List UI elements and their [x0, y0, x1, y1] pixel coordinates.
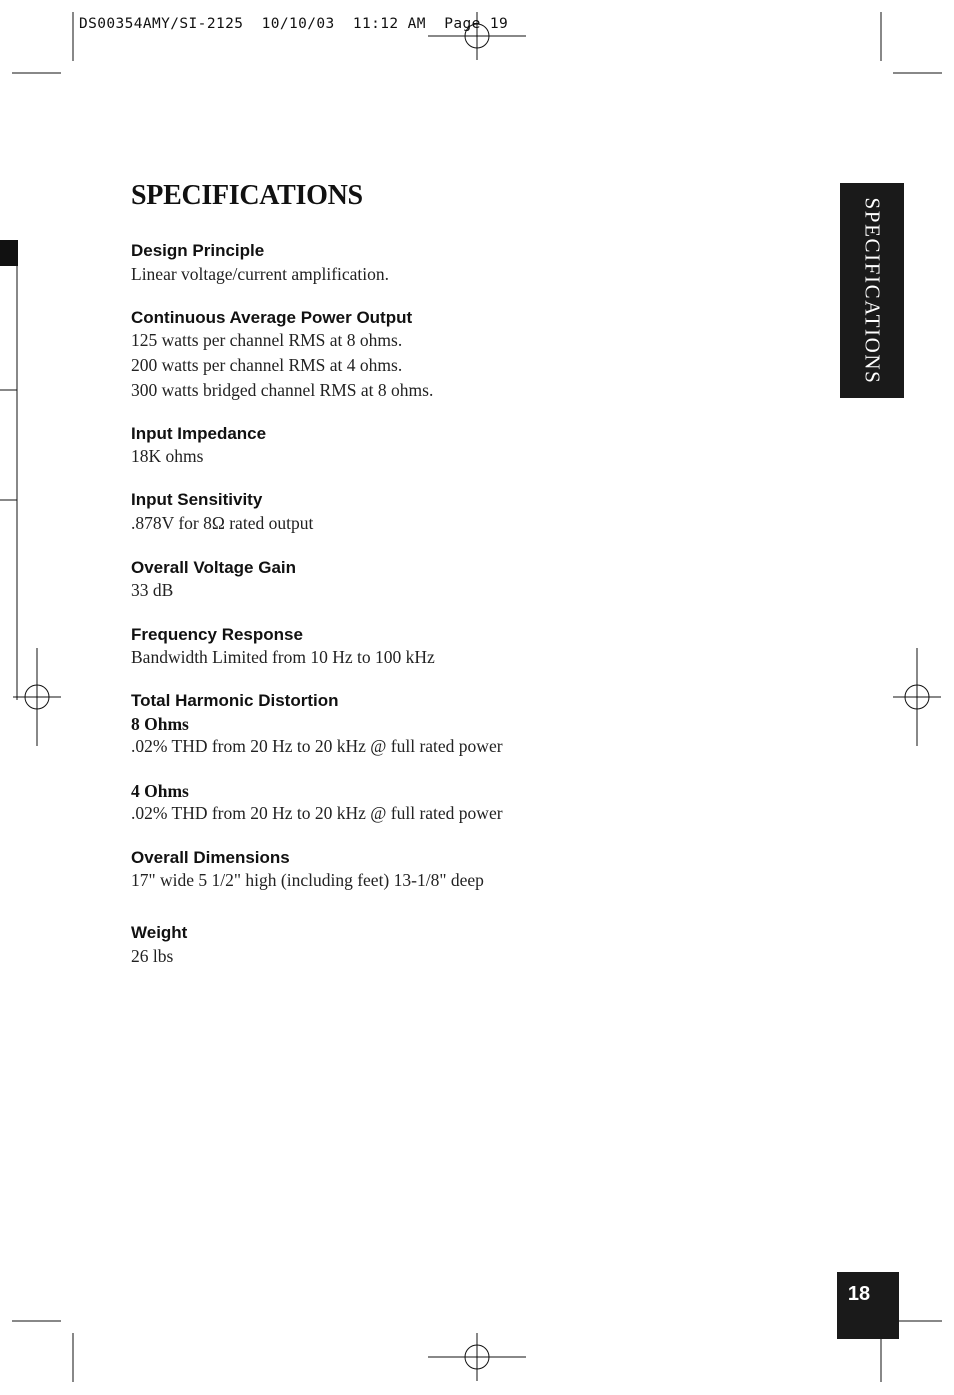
spec-value-thd-4-ohms: .02% THD from 20 Hz to 20 kHz @ full rated power — [131, 803, 503, 823]
print-slug: DS00354AMY/SI-2125 10/10/03 11:12 AM Page 19 — [79, 16, 509, 32]
registration-mark-right — [893, 648, 941, 746]
spec-heading-input-sensitivity: Input Sensitivity — [131, 490, 263, 509]
spec-value-weight: 26 lbs — [131, 946, 174, 966]
spec-value-input-sensitivity: .878V for 8Ω rated output — [131, 513, 314, 533]
spec-heading-design-principle: Design Principle — [131, 241, 265, 260]
registration-mark-top — [428, 12, 526, 60]
page-number: 18 — [847, 1283, 871, 1305]
spec-value-thd-8-ohms: .02% THD from 20 Hz to 20 kHz @ full rated power — [131, 736, 503, 756]
side-tab-label: SPECIFICATIONS — [860, 197, 885, 384]
spec-heading-thd: Total Harmonic Distortion — [131, 691, 339, 710]
spec-heading-input-impedance: Input Impedance — [131, 424, 267, 443]
spec-value-input-impedance: 18K ohms — [131, 446, 204, 466]
spec-value-design-principle: Linear voltage/current amplification. — [131, 264, 390, 284]
spec-subheading-thd-8-ohms: 8 Ohms — [131, 714, 189, 734]
spec-heading-dimensions: Overall Dimensions — [131, 848, 290, 867]
left-edge-tab — [0, 240, 18, 266]
spec-subheading-thd-4-ohms: 4 Ohms — [131, 781, 189, 801]
section-side-tab — [840, 183, 904, 398]
registration-mark-bottom — [428, 1333, 526, 1381]
spec-value-power-output-4ohm: 200 watts per channel RMS at 4 ohms. — [131, 355, 403, 375]
page-title: SPECIFICATIONS — [131, 180, 363, 211]
spec-heading-voltage-gain: Overall Voltage Gain — [131, 558, 297, 577]
registration-mark-left — [13, 648, 61, 746]
spec-value-dimensions: 17" wide 5 1/2" high (including feet) 13-1/8" deep — [131, 870, 484, 890]
spec-value-power-output-bridged: 300 watts bridged channel RMS at 8 ohms. — [131, 380, 434, 400]
spec-value-voltage-gain: 33 dB — [131, 580, 174, 600]
spec-heading-frequency-response: Frequency Response — [131, 625, 303, 644]
spec-value-frequency-response: Bandwidth Limited from 10 Hz to 100 kHz — [131, 647, 435, 667]
spec-heading-weight: Weight — [131, 923, 188, 942]
spec-heading-power-output: Continuous Average Power Output — [131, 308, 413, 327]
spec-value-power-output-8ohm: 125 watts per channel RMS at 8 ohms. — [131, 330, 403, 350]
page-number-box — [837, 1272, 899, 1339]
